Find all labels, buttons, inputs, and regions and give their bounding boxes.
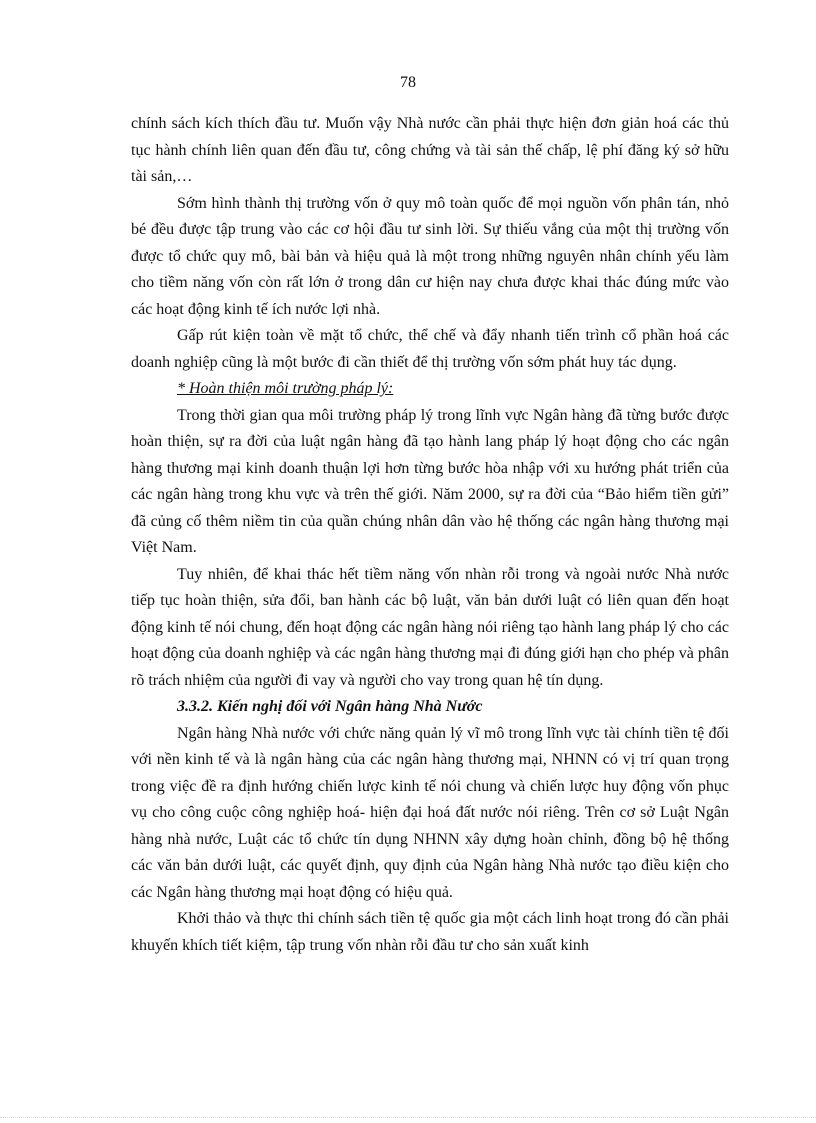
- paragraph-7: Khởi thảo và thực thi chính sách tiền tệ quốc gia một cách linh hoạt trong đó cần phải khuyến khích tiết kiệm, tập trung vốn nhàn rỗi đầu tư cho sản xuất kinh: [131, 910, 729, 954]
- page-bottom-divider: [0, 1117, 816, 1118]
- paragraph-5: Tuy nhiên, để khai thác hết tiềm năng vốn nhàn rỗi trong và ngoài nước Nhà nước tiếp tục hoàn thiện, sửa đổi, ban hành các bộ luật, văn bản dưới luật có liên quan đến hoạt động kinh tế nói chung, đến hoạt động các ngân hàng nói riêng tạo hành lang pháp lý cho các hoạt động của doanh nghiệp và các ngân hàng thương mại đi đúng giới hạn cho phép và phân rõ trách nhiệm của người đi vay và người cho vay trong quan hệ tín dụng.: [131, 565, 729, 689]
- paragraph-4: Trong thời gian qua môi trường pháp lý trong lĩnh vực Ngân hàng đã từng bước được hoàn thiện, sự ra đời của luật ngân hàng đã tạo hành lang pháp lý hoạt động cho các ngân hàng thương mại kinh doanh thuận lợi hơn từng bước hòa nhập với xu hướng phát triển của các ngân hàng trong khu vực và trên thế giới. Năm 2000, sự ra đời của “Bảo hiểm tiền gửi” đã củng cố thêm niềm tin của quần chúng nhân dân vào hệ thống các ngân hàng thương mại Việt Nam.: [131, 406, 729, 556]
- subheading-legal-environment: * Hoàn thiện môi trường pháp lý:: [177, 380, 394, 397]
- paragraph-6: Ngân hàng Nhà nước với chức năng quản lý vĩ mô trong lĩnh vực tài chính tiền tệ đối với nền kinh tế và là ngân hàng của các ngân hàng thương mại, NHNN có vị trí quan trọng trong việc đề ra định hướng chiến lược kinh tế nói chung và chiến lược huy động vốn phục vụ cho công cuộc công nghiệp hoá- hiện đại hoá đất nước nói riêng. Trên cơ sở Luật Ngân hàng nhà nước, Luật các tổ chức tín dụng NHNN xây dựng hoàn chỉnh, đồng bộ hệ thống các văn bản dưới luật, các quyết định, quy định của Ngân hàng Nhà nước tạo điều kiện cho các Ngân hàng thương mại hoạt động có hiệu quả.: [131, 724, 729, 901]
- section-heading-3-3-2: 3.3.2. Kiến nghị đối với Ngân hàng Nhà Nước: [177, 698, 483, 715]
- document-body: [131, 111, 729, 959]
- paragraph-1: chính sách kích thích đầu tư. Muốn vậy Nhà nước cần phải thực hiện đơn giản hoá các thủ tục hành chính liên quan đến đầu tư, công chứng và tài sản thế chấp, lệ phí đăng ký sở hữu tài sản,…: [131, 115, 729, 185]
- page-number: 78: [400, 74, 416, 91]
- paragraph-2: Sớm hình thành thị trường vốn ở quy mô toàn quốc để mọi nguồn vốn phân tán, nhỏ bé đều được tập trung vào các cơ hội đầu tư sinh lời. Sự thiếu vắng của một thị trường vốn được tổ chức quy mô, bài bản và hiệu quả là một trong những nguyên nhân chính yếu làm cho tiềm năng vốn còn rất lớn ở trong dân cư hiện nay chưa được khai thác đúng mức vào các hoạt động kinh tế ích nước lợi nhà.: [131, 194, 729, 318]
- paragraph-3: Gấp rút kiện toàn về mặt tổ chức, thể chế và đẩy nhanh tiến trình cổ phần hoá các doanh nghiệp cũng là một bước đi cần thiết để thị trường vốn sớm phát huy tác dụng.: [131, 327, 729, 371]
